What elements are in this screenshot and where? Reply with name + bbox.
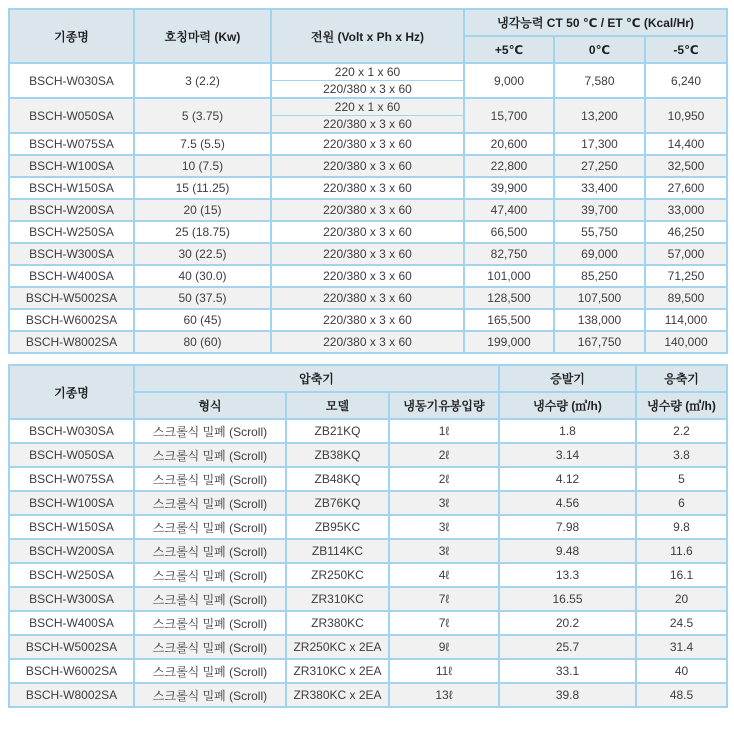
horsepower-cell: 3 (2.2) bbox=[134, 63, 271, 98]
cond-water-flow-cell: 5 bbox=[636, 467, 727, 491]
capacity-zero-cell: 27,250 bbox=[554, 155, 645, 177]
model-name-cell: BSCH-W200SA bbox=[9, 539, 134, 563]
capacity-minus5-cell: 6,240 bbox=[645, 63, 727, 98]
oil-charge-cell: 13ℓ bbox=[389, 683, 499, 707]
header-compressor-model: 모델 bbox=[286, 392, 389, 419]
horsepower-cell: 15 (11.25) bbox=[134, 177, 271, 199]
oil-charge-cell: 7ℓ bbox=[389, 611, 499, 635]
capacity-row bbox=[9, 177, 727, 199]
capacity-plus5-cell: 66,500 bbox=[464, 221, 554, 243]
cond-water-flow-cell: 48.5 bbox=[636, 683, 727, 707]
compressor-model-cell: ZR380KC x 2EA bbox=[286, 683, 389, 707]
capacity-row bbox=[9, 98, 727, 116]
oil-charge-cell: 9ℓ bbox=[389, 635, 499, 659]
compressor-type-cell: 스크롤식 밀폐 (Scroll) bbox=[134, 611, 286, 635]
cond-water-flow-cell: 9.8 bbox=[636, 515, 727, 539]
model-name-cell: BSCH-W6002SA bbox=[9, 659, 134, 683]
compressor-model-cell: ZB76KQ bbox=[286, 491, 389, 515]
capacity-row bbox=[9, 243, 727, 265]
horsepower-cell: 5 (3.75) bbox=[134, 98, 271, 133]
oil-charge-cell: 11ℓ bbox=[389, 659, 499, 683]
model-name-cell: BSCH-W075SA bbox=[9, 467, 134, 491]
model-name-cell: BSCH-W150SA bbox=[9, 515, 134, 539]
model-name-cell: BSCH-W030SA bbox=[9, 419, 134, 443]
evap-water-flow-cell: 16.55 bbox=[499, 587, 636, 611]
power-supply-cell: 220 x 1 x 60 bbox=[271, 98, 464, 116]
power-supply-cell: 220/380 x 3 x 60 bbox=[271, 116, 464, 134]
compressor-type-cell: 스크롤식 밀폐 (Scroll) bbox=[134, 491, 286, 515]
capacity-plus5-cell: 199,000 bbox=[464, 331, 554, 353]
compressor-type-cell: 스크롤식 밀폐 (Scroll) bbox=[134, 419, 286, 443]
capacity-row bbox=[9, 265, 727, 287]
capacity-row bbox=[9, 331, 727, 353]
evap-water-flow-cell: 4.12 bbox=[499, 467, 636, 491]
component-row bbox=[9, 635, 727, 659]
oil-charge-cell: 1ℓ bbox=[389, 419, 499, 443]
model-name-cell: BSCH-W5002SA bbox=[9, 287, 134, 309]
compressor-model-cell: ZR380KC bbox=[286, 611, 389, 635]
header-horsepower: 호칭마력 (Kw) bbox=[134, 9, 271, 63]
capacity-zero-cell: 17,300 bbox=[554, 133, 645, 155]
capacity-minus5-cell: 46,250 bbox=[645, 221, 727, 243]
capacity-zero-cell: 39,700 bbox=[554, 199, 645, 221]
compressor-type-cell: 스크롤식 밀폐 (Scroll) bbox=[134, 443, 286, 467]
capacity-plus5-cell: 165,500 bbox=[464, 309, 554, 331]
capacity-minus5-cell: 33,000 bbox=[645, 199, 727, 221]
capacity-row bbox=[9, 63, 727, 81]
capacity-row bbox=[9, 133, 727, 155]
evap-water-flow-cell: 39.8 bbox=[499, 683, 636, 707]
compressor-model-cell: ZR250KC x 2EA bbox=[286, 635, 389, 659]
capacity-zero-cell: 7,580 bbox=[554, 63, 645, 98]
capacity-zero-cell: 167,750 bbox=[554, 331, 645, 353]
header-evap-water-flow: 냉수량 (㎥/h) bbox=[499, 392, 636, 419]
component-row bbox=[9, 515, 727, 539]
capacity-plus5-cell: 39,900 bbox=[464, 177, 554, 199]
evap-water-flow-cell: 4.56 bbox=[499, 491, 636, 515]
evap-water-flow-cell: 13.3 bbox=[499, 563, 636, 587]
component-row bbox=[9, 491, 727, 515]
model-name-cell: BSCH-W400SA bbox=[9, 265, 134, 287]
compressor-type-cell: 스크롤식 밀폐 (Scroll) bbox=[134, 563, 286, 587]
model-name-cell: BSCH-W300SA bbox=[9, 587, 134, 611]
capacity-zero-cell: 33,400 bbox=[554, 177, 645, 199]
capacity-zero-cell: 107,500 bbox=[554, 287, 645, 309]
model-name-cell: BSCH-W100SA bbox=[9, 155, 134, 177]
capacity-plus5-cell: 47,400 bbox=[464, 199, 554, 221]
horsepower-cell: 20 (15) bbox=[134, 199, 271, 221]
power-supply-cell: 220/380 x 3 x 60 bbox=[271, 133, 464, 155]
horsepower-cell: 60 (45) bbox=[134, 309, 271, 331]
capacity-row bbox=[9, 309, 727, 331]
cond-water-flow-cell: 31.4 bbox=[636, 635, 727, 659]
oil-charge-cell: 3ℓ bbox=[389, 515, 499, 539]
cond-water-flow-cell: 24.5 bbox=[636, 611, 727, 635]
capacity-plus5-cell: 101,000 bbox=[464, 265, 554, 287]
model-name-cell: BSCH-W8002SA bbox=[9, 331, 134, 353]
model-name-cell: BSCH-W100SA bbox=[9, 491, 134, 515]
capacity-plus5-cell: 9,000 bbox=[464, 63, 554, 98]
model-name-cell: BSCH-W050SA bbox=[9, 98, 134, 133]
capacity-minus5-cell: 71,250 bbox=[645, 265, 727, 287]
header-model-name: 기종명 bbox=[9, 365, 134, 419]
compressor-model-cell: ZB114KC bbox=[286, 539, 389, 563]
model-name-cell: BSCH-W050SA bbox=[9, 443, 134, 467]
oil-charge-cell: 3ℓ bbox=[389, 491, 499, 515]
component-row bbox=[9, 611, 727, 635]
oil-charge-cell: 3ℓ bbox=[389, 539, 499, 563]
header-evaporator-group: 증발기 bbox=[499, 365, 636, 392]
capacity-minus5-cell: 14,400 bbox=[645, 133, 727, 155]
power-supply-cell: 220/380 x 3 x 60 bbox=[271, 199, 464, 221]
model-name-cell: BSCH-W6002SA bbox=[9, 309, 134, 331]
compressor-type-cell: 스크롤식 밀폐 (Scroll) bbox=[134, 515, 286, 539]
header-cooling-capacity-group: 냉각능력 CT 50 ℃ / ET ℃ (Kcal/Hr) bbox=[464, 9, 727, 36]
compressor-table-header bbox=[9, 365, 727, 419]
capacity-minus5-cell: 114,000 bbox=[645, 309, 727, 331]
header-temp-zero: 0℃ bbox=[554, 36, 645, 63]
capacity-plus5-cell: 22,800 bbox=[464, 155, 554, 177]
model-name-cell: BSCH-W250SA bbox=[9, 563, 134, 587]
evap-water-flow-cell: 20.2 bbox=[499, 611, 636, 635]
component-row bbox=[9, 659, 727, 683]
compressor-model-cell: ZB38KQ bbox=[286, 443, 389, 467]
header-temp-minus5: -5℃ bbox=[645, 36, 727, 63]
cond-water-flow-cell: 16.1 bbox=[636, 563, 727, 587]
capacity-plus5-cell: 128,500 bbox=[464, 287, 554, 309]
header-compressor-type: 형식 bbox=[134, 392, 286, 419]
cooling-capacity-table-body bbox=[9, 63, 727, 353]
header-compressor-group: 압축기 bbox=[134, 365, 499, 392]
cooling-capacity-table bbox=[8, 8, 728, 354]
power-supply-cell: 220/380 x 3 x 60 bbox=[271, 265, 464, 287]
compressor-type-cell: 스크롤식 밀폐 (Scroll) bbox=[134, 635, 286, 659]
model-name-cell: BSCH-W400SA bbox=[9, 611, 134, 635]
header-cond-water-flow: 냉수량 (㎥/h) bbox=[636, 392, 727, 419]
capacity-plus5-cell: 20,600 bbox=[464, 133, 554, 155]
model-name-cell: BSCH-W5002SA bbox=[9, 635, 134, 659]
cond-water-flow-cell: 20 bbox=[636, 587, 727, 611]
component-row bbox=[9, 587, 727, 611]
oil-charge-cell: 2ℓ bbox=[389, 467, 499, 491]
cond-water-flow-cell: 3.8 bbox=[636, 443, 727, 467]
capacity-plus5-cell: 15,700 bbox=[464, 98, 554, 133]
horsepower-cell: 7.5 (5.5) bbox=[134, 133, 271, 155]
model-name-cell: BSCH-W300SA bbox=[9, 243, 134, 265]
capacity-zero-cell: 69,000 bbox=[554, 243, 645, 265]
compressor-model-cell: ZR310KC x 2EA bbox=[286, 659, 389, 683]
capacity-minus5-cell: 140,000 bbox=[645, 331, 727, 353]
header-oil-charge: 냉동기유봉입량 bbox=[389, 392, 499, 419]
horsepower-cell: 40 (30.0) bbox=[134, 265, 271, 287]
compressor-type-cell: 스크롤식 밀폐 (Scroll) bbox=[134, 659, 286, 683]
component-row bbox=[9, 467, 727, 491]
compressor-model-cell: ZR250KC bbox=[286, 563, 389, 587]
component-row bbox=[9, 683, 727, 707]
capacity-plus5-cell: 82,750 bbox=[464, 243, 554, 265]
compressor-table-body bbox=[9, 419, 727, 707]
compressor-model-cell: ZB95KC bbox=[286, 515, 389, 539]
model-name-cell: BSCH-W250SA bbox=[9, 221, 134, 243]
power-supply-cell: 220/380 x 3 x 60 bbox=[271, 287, 464, 309]
compressor-type-cell: 스크롤식 밀폐 (Scroll) bbox=[134, 467, 286, 491]
evap-water-flow-cell: 33.1 bbox=[499, 659, 636, 683]
header-temp-plus5: +5℃ bbox=[464, 36, 554, 63]
capacity-minus5-cell: 10,950 bbox=[645, 98, 727, 133]
capacity-minus5-cell: 89,500 bbox=[645, 287, 727, 309]
capacity-row bbox=[9, 287, 727, 309]
evap-water-flow-cell: 1.8 bbox=[499, 419, 636, 443]
power-supply-cell: 220/380 x 3 x 60 bbox=[271, 155, 464, 177]
power-supply-cell: 220/380 x 3 x 60 bbox=[271, 221, 464, 243]
horsepower-cell: 25 (18.75) bbox=[134, 221, 271, 243]
power-supply-cell: 220/380 x 3 x 60 bbox=[271, 309, 464, 331]
capacity-zero-cell: 85,250 bbox=[554, 265, 645, 287]
header-power-supply: 전원 (Volt x Ph x Hz) bbox=[271, 9, 464, 63]
capacity-minus5-cell: 57,000 bbox=[645, 243, 727, 265]
cond-water-flow-cell: 40 bbox=[636, 659, 727, 683]
component-row bbox=[9, 419, 727, 443]
power-supply-cell: 220/380 x 3 x 60 bbox=[271, 177, 464, 199]
evap-water-flow-cell: 7.98 bbox=[499, 515, 636, 539]
model-name-cell: BSCH-W075SA bbox=[9, 133, 134, 155]
capacity-zero-cell: 55,750 bbox=[554, 221, 645, 243]
compressor-type-cell: 스크롤식 밀폐 (Scroll) bbox=[134, 683, 286, 707]
compressor-model-cell: ZB21KQ bbox=[286, 419, 389, 443]
horsepower-cell: 50 (37.5) bbox=[134, 287, 271, 309]
model-name-cell: BSCH-W030SA bbox=[9, 63, 134, 98]
horsepower-cell: 30 (22.5) bbox=[134, 243, 271, 265]
component-row bbox=[9, 443, 727, 467]
evap-water-flow-cell: 25.7 bbox=[499, 635, 636, 659]
oil-charge-cell: 2ℓ bbox=[389, 443, 499, 467]
oil-charge-cell: 7ℓ bbox=[389, 587, 499, 611]
header-model-name: 기종명 bbox=[9, 9, 134, 63]
power-supply-cell: 220/380 x 3 x 60 bbox=[271, 331, 464, 353]
cooling-capacity-table-header bbox=[9, 9, 727, 63]
compressor-type-cell: 스크롤식 밀폐 (Scroll) bbox=[134, 587, 286, 611]
compressor-type-cell: 스크롤식 밀폐 (Scroll) bbox=[134, 539, 286, 563]
evap-water-flow-cell: 3.14 bbox=[499, 443, 636, 467]
model-name-cell: BSCH-W200SA bbox=[9, 199, 134, 221]
power-supply-cell: 220 x 1 x 60 bbox=[271, 63, 464, 81]
capacity-row bbox=[9, 199, 727, 221]
capacity-zero-cell: 13,200 bbox=[554, 98, 645, 133]
header-condenser-group: 응축기 bbox=[636, 365, 727, 392]
cond-water-flow-cell: 2.2 bbox=[636, 419, 727, 443]
capacity-minus5-cell: 32,500 bbox=[645, 155, 727, 177]
capacity-zero-cell: 138,000 bbox=[554, 309, 645, 331]
horsepower-cell: 80 (60) bbox=[134, 331, 271, 353]
compressor-table bbox=[8, 364, 728, 708]
compressor-model-cell: ZB48KQ bbox=[286, 467, 389, 491]
component-row bbox=[9, 563, 727, 587]
model-name-cell: BSCH-W150SA bbox=[9, 177, 134, 199]
model-name-cell: BSCH-W8002SA bbox=[9, 683, 134, 707]
horsepower-cell: 10 (7.5) bbox=[134, 155, 271, 177]
power-supply-cell: 220/380 x 3 x 60 bbox=[271, 81, 464, 99]
evap-water-flow-cell: 9.48 bbox=[499, 539, 636, 563]
compressor-model-cell: ZR310KC bbox=[286, 587, 389, 611]
capacity-row bbox=[9, 155, 727, 177]
capacity-minus5-cell: 27,600 bbox=[645, 177, 727, 199]
component-row bbox=[9, 539, 727, 563]
oil-charge-cell: 4ℓ bbox=[389, 563, 499, 587]
cond-water-flow-cell: 6 bbox=[636, 491, 727, 515]
capacity-row bbox=[9, 221, 727, 243]
power-supply-cell: 220/380 x 3 x 60 bbox=[271, 243, 464, 265]
cond-water-flow-cell: 11.6 bbox=[636, 539, 727, 563]
